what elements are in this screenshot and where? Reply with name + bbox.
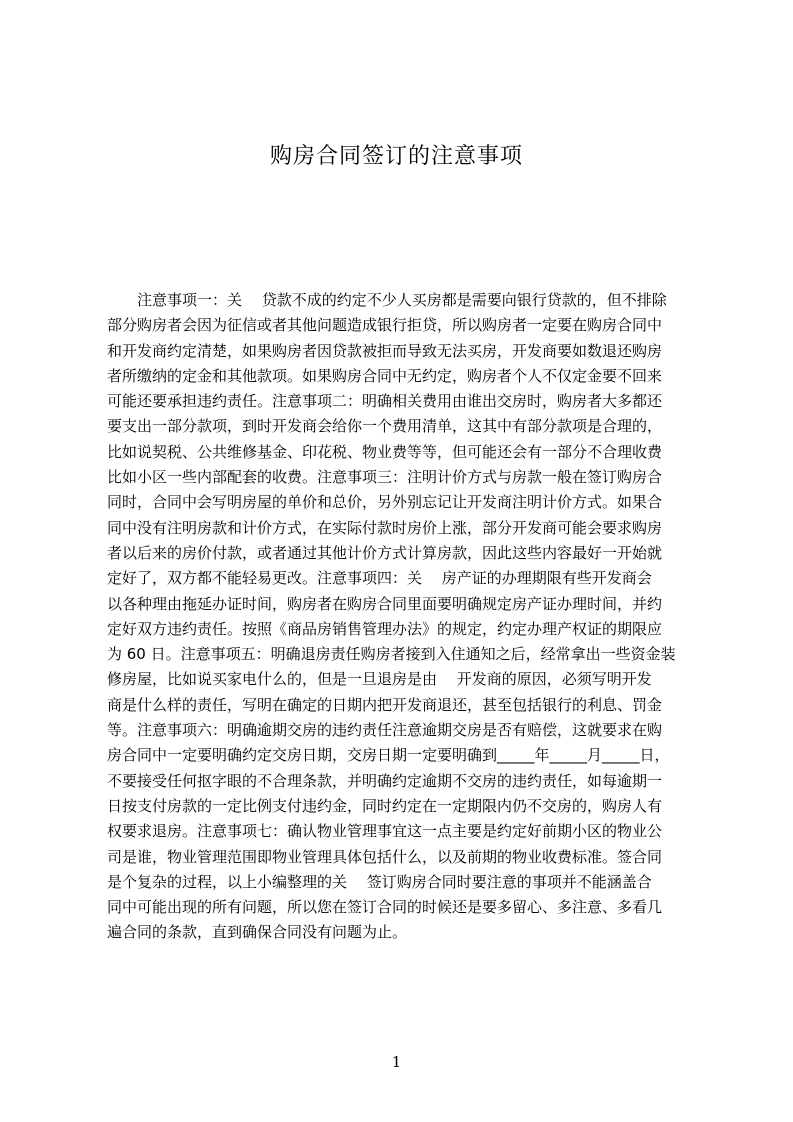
text-line-5: 可能还要承担违约责任。注意事项二：明确相关费用由谁出交房时，购房者大多都还	[107, 392, 663, 411]
text-line-24: 是个复杂的过程，以上小编整理的关 签订购房合同时要注意的事项并不能涵盖合	[107, 872, 652, 891]
text-line-14: 定好双方违约责任。按照《商品房销售管理办法》的规定，约定办理产权证的期限应	[107, 619, 663, 638]
text-line-25: 同中可能出现的所有问题，所以您在签订合同的时候还是要多留心、多注意、多看几	[107, 898, 663, 917]
text-line-26: 遍合同的条款，直到确保合同没有问题为止。	[107, 923, 408, 942]
text-line-18: 等。注意事项六：明确逾期交房的违约责任注意逾期交房是否有赔偿，这就要求在购	[107, 721, 663, 740]
text-line-8: 比如小区一些内部配套的收费。注意事项三：注明计价方式与房款一般在签订购房合	[107, 468, 663, 487]
text-line-17: 商是什么样的责任，写明在确定的日期内把开发商退还，甚至包括银行的利息、罚金	[107, 695, 663, 714]
page-title: 购房合同签订的注意事项	[269, 144, 523, 169]
text-line-13: 以各种理由拖延办证时间，购房者在购房合同里面要明确规定房产证办理时间，并约	[107, 594, 663, 613]
text-line-23: 司是谁，物业管理范围即物业管理具体包括什么，以及前期的物业收费标准。签合同	[107, 847, 663, 866]
text-line-7: 比如说契税、公共维修基金、印花税、物业费等等，但可能还会有一部分不合理收费	[107, 442, 663, 461]
text-line-1: 注意事项一：关 贷款不成的约定不少人买房都是需要向银行贷款的，但不排除	[137, 291, 667, 309]
text-line-3: 和开发商约定清楚，如果购房者因贷款被拒而导致无法买房，开发商要如数退还购房	[107, 341, 663, 360]
text-line-9: 同时，合同中会写明房屋的单价和总价，另外别忘记让开发商注明计价方式。如果合	[107, 493, 663, 512]
text-line-12: 定好了，双方都不能轻易更改。注意事项四：关 房产证的办理期限有些开发商会	[107, 569, 652, 588]
text-line-2: 部分购房者会因为征信或者其他问题造成银行拒贷，所以购房者一定要在购房合同中	[107, 316, 663, 335]
text-line-10: 同中没有注明房款和计价方式，在实际付款时房价上涨，部分开发商可能会要求购房	[107, 518, 663, 537]
text-line-22: 权要求退房。注意事项七：确认物业管理事宜这一点主要是约定好前期小区的物业公	[107, 822, 663, 841]
text-line-6: 要支出一部分款项，到时开发商会给你一个费用清单，这其中有部分款项是合理的，	[107, 417, 663, 436]
text-line-19: 房合同中一定要明确约定交房日期，交房日期一定要明确到_____年_____月_____日，	[107, 746, 670, 765]
page-number: 1	[391, 1053, 402, 1071]
text-line-15: 为 60 日。注意事项五：明确退房责任购房者接到入住通知之后，经常拿出一些资金装	[107, 645, 676, 664]
text-line-16: 修房屋，比如说买家电什么的，但是一旦退房是由 开发商的原因，必须写明开发	[107, 670, 652, 689]
text-line-11: 者以后来的房价付款，或者通过其他计价方式计算房款，因此这些内容最好一开始就	[107, 543, 663, 562]
text-line-21: 日按支付房款的一定比例支付违约金，同时约定在一定期限内仍不交房的，购房人有	[107, 796, 663, 815]
text-line-4: 者所缴纳的定金和其他款项。如果购房合同中无约定，购房者个人不仅定金要不回来	[107, 366, 663, 385]
text-line-20: 不要接受任何抠字眼的不合理条款，并明确约定逾期不交房的违约责任，如每逾期一	[107, 771, 663, 790]
body-paragraph	[107, 288, 699, 946]
